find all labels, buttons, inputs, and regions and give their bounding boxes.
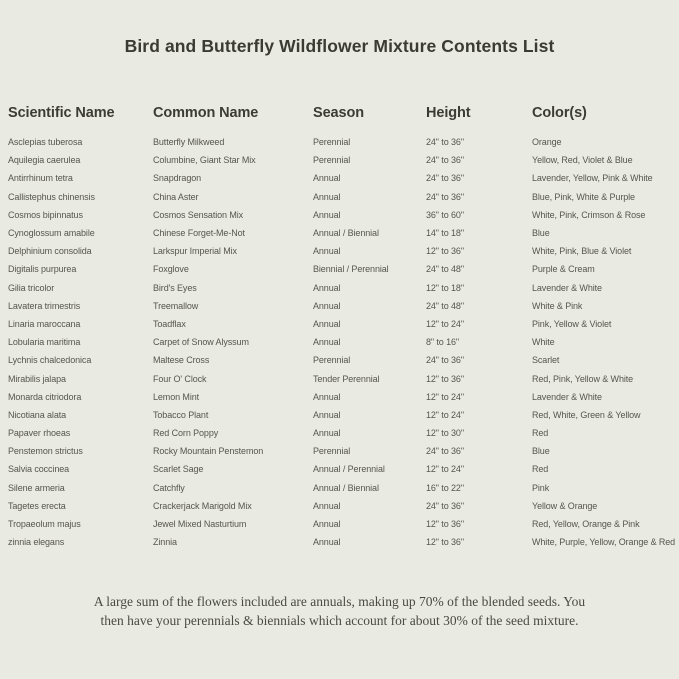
cell-season: Annual [313,409,341,420]
cell-height: 12" to 24" [426,318,464,329]
cell-height: 24" to 36" [426,355,464,366]
table-body [8,133,679,551]
cell-scientific-name: Mirabilis jalapa [8,373,66,384]
cell-season: Annual [313,428,341,439]
cell-common-name: Four O' Clock [153,373,207,384]
cell-season: Annual [313,300,341,311]
cell-scientific-name: Asclepias tuberosa [8,137,83,148]
cell-scientific-name: Cosmos bipinnatus [8,209,83,220]
cell-height: 24" to 36" [426,500,464,511]
cell-colors: Pink [532,482,550,493]
table-row [8,169,679,187]
cell-height: 24" to 36" [426,137,464,148]
table-row [8,242,679,260]
cell-scientific-name: Lychnis chalcedonica [8,355,92,366]
table-row [8,442,679,460]
table-row [8,424,679,442]
column-header-season: Season [313,104,364,121]
cell-common-name: Treemallow [153,300,199,311]
cell-common-name: Lemon Mint [153,391,200,402]
cell-common-name: Maltese Cross [153,355,210,366]
cell-season: Perennial [313,155,351,166]
cell-colors: White, Purple, Yellow, Orange & Red [532,537,676,548]
cell-colors: Red [532,464,549,475]
cell-height: 12" to 36" [426,373,464,384]
cell-scientific-name: Antirrhinum tetra [8,173,73,184]
cell-colors: White, Pink, Blue & Violet [532,246,632,257]
cell-scientific-name: Delphinium consolida [8,246,92,257]
cell-scientific-name: Digitalis purpurea [8,264,77,275]
cell-common-name: Toadflax [153,318,186,329]
table-row [8,515,679,533]
table-row [8,315,679,333]
cell-height: 36" to 60" [426,209,464,220]
column-header-height: Height [426,104,471,121]
column-header-scientific-name: Scientific Name [8,104,115,121]
footer-note [0,592,679,630]
cell-scientific-name: Aquilegia caerulea [8,155,81,166]
cell-scientific-name: Lobularia maritima [8,337,81,348]
cell-height: 14" to 18" [426,228,464,239]
cell-season: Annual [313,519,341,530]
cell-scientific-name: Salvia coccinea [8,464,70,475]
cell-colors: Red, Pink, Yellow & White [532,373,634,384]
cell-colors: Pink, Yellow & Violet [532,318,612,329]
cell-colors: Blue [532,228,550,239]
footer-line-2: then have your perennials & biennials which account for about 30% of the seed mixture. [100,613,579,628]
table-row [8,406,679,424]
cell-colors: White [532,337,555,348]
cell-common-name: Bird's Eyes [153,282,197,293]
cell-season: Perennial [313,446,351,457]
cell-season: Annual [313,537,341,548]
cell-common-name: China Aster [153,191,199,202]
cell-scientific-name: Papaver rhoeas [8,428,71,439]
cell-common-name: Columbine, Giant Star Mix [153,155,256,166]
cell-season: Annual [313,318,341,329]
cell-height: 24" to 36" [426,155,464,166]
cell-scientific-name: Tagetes erecta [8,500,66,511]
cell-colors: Lavender & White [532,391,602,402]
cell-height: 12" to 36" [426,519,464,530]
cell-height: 12" to 36" [426,246,464,257]
cell-scientific-name: zinnia elegans [8,537,65,548]
cell-common-name: Scarlet Sage [153,464,204,475]
cell-season: Annual [313,337,341,348]
cell-height: 12" to 30" [426,428,464,439]
cell-height: 24" to 36" [426,173,464,184]
cell-colors: Yellow & Orange [532,500,598,511]
table-row [8,460,679,478]
cell-season: Annual [313,173,341,184]
cell-common-name: Foxglove [153,264,189,275]
cell-height: 12" to 24" [426,391,464,402]
cell-common-name: Tobacco Plant [153,409,209,420]
cell-scientific-name: Gilia tricolor [8,282,55,293]
cell-scientific-name: Linaria maroccana [8,318,81,329]
column-header-common-name: Common Name [153,104,259,121]
cell-scientific-name: Silene armeria [8,482,65,493]
cell-common-name: Red Corn Poppy [153,428,219,439]
table-row [8,479,679,497]
table-row [8,351,679,369]
cell-season: Annual [313,391,341,402]
cell-colors: Lavender, Yellow, Pink & White [532,173,653,184]
cell-season: Perennial [313,137,351,148]
cell-colors: Purple & Cream [532,264,595,275]
cell-height: 12" to 24" [426,409,464,420]
cell-common-name: Zinnia [153,537,177,548]
cell-colors: Scarlet [532,355,560,366]
table-row [8,297,679,315]
cell-height: 24" to 36" [426,191,464,202]
cell-common-name: Larkspur Imperial Mix [153,246,237,257]
cell-common-name: Jewel Mixed Nasturtium [153,519,247,530]
cell-season: Annual / Perennial [313,464,385,475]
cell-scientific-name: Tropaeolum majus [8,519,81,530]
cell-colors: Blue [532,446,550,457]
cell-common-name: Rocky Mountain Penstemon [153,446,264,457]
cell-height: 24" to 36" [426,446,464,457]
contents-table [8,103,679,551]
table-header-row [8,103,679,122]
table-row [8,224,679,242]
cell-colors: Yellow, Red, Violet & Blue [532,155,633,166]
table-row [8,369,679,387]
table-row [8,279,679,297]
cell-season: Annual [313,191,341,202]
cell-common-name: Chinese Forget-Me-Not [153,228,245,239]
table-row [8,497,679,515]
cell-common-name: Catchfly [153,482,185,493]
cell-colors: Red [532,428,549,439]
cell-height: 12" to 18" [426,282,464,293]
cell-colors: Red, White, Green & Yellow [532,409,641,420]
cell-season: Annual [313,209,341,220]
table-row [8,533,679,551]
cell-colors: Blue, Pink, White & Purple [532,191,635,202]
cell-colors: Red, Yellow, Orange & Pink [532,519,640,530]
column-header-colors: Color(s) [532,104,587,121]
cell-season: Biennial / Perennial [313,264,389,275]
cell-colors: White, Pink, Crimson & Rose [532,209,646,220]
cell-common-name: Snapdragon [153,173,202,184]
cell-scientific-name: Penstemon strictus [8,446,83,457]
table-row [8,151,679,169]
cell-season: Tender Perennial [313,373,380,384]
table-row [8,206,679,224]
cell-scientific-name: Lavatera trimestris [8,300,81,311]
cell-height: 8" to 16" [426,337,460,348]
table-row [8,260,679,278]
cell-scientific-name: Nicotiana alata [8,409,67,420]
cell-height: 12" to 24" [426,464,464,475]
cell-common-name: Crackerjack Marigold Mix [153,500,252,511]
cell-scientific-name: Cynoglossum amabile [8,228,95,239]
cell-common-name: Cosmos Sensation Mix [153,209,244,220]
table-row [8,188,679,206]
cell-common-name: Butterfly Milkweed [153,137,225,148]
page-title: Bird and Butterfly Wildflower Mixture Contents List [124,36,555,56]
cell-height: 12" to 36" [426,537,464,548]
table-row [8,388,679,406]
cell-scientific-name: Monarda citriodora [8,391,82,402]
cell-colors: White & Pink [532,300,583,311]
cell-height: 24" to 48" [426,264,464,275]
cell-season: Annual [313,246,341,257]
cell-season: Annual / Biennial [313,482,379,493]
cell-colors: Lavender & White [532,282,602,293]
footer-line-1: A large sum of the flowers included are annuals, making up 70% of the blended seeds. You [93,594,586,609]
cell-height: 24" to 48" [426,300,464,311]
table-row [8,133,679,151]
cell-common-name: Carpet of Snow Alyssum [153,337,249,348]
cell-season: Perennial [313,355,351,366]
table-row [8,333,679,351]
cell-season: Annual / Biennial [313,228,379,239]
cell-colors: Orange [532,137,562,148]
cell-scientific-name: Callistephus chinensis [8,191,95,202]
cell-season: Annual [313,282,341,293]
cell-season: Annual [313,500,341,511]
cell-height: 16" to 22" [426,482,464,493]
